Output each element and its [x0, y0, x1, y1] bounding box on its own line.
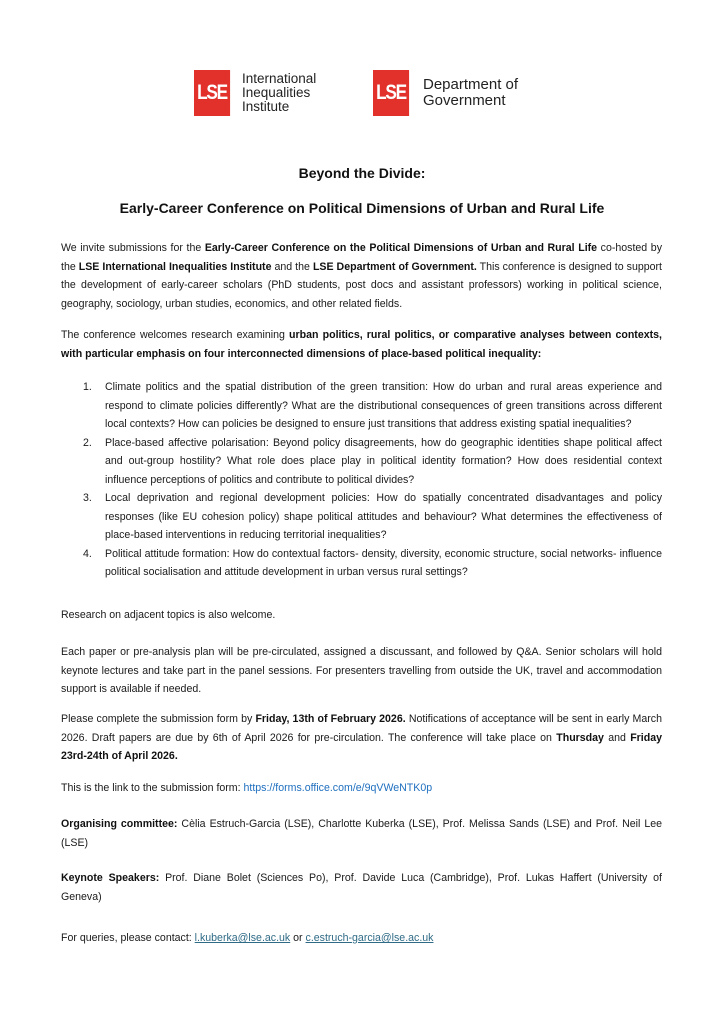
contact-paragraph: For queries, please contact: l.kuberka@lse.ac.uk or c.estruch-garcia@lse.ac.uk [61, 932, 434, 944]
lse-iii-logo-text: International Inequalities Institute [242, 71, 317, 114]
committee-paragraph: Organising committee: Cèlia Estruch-Garcia (LSE), Charlotte Kuberka (LSE), Prof. Melissa Sands (LSE) and Prof. Neil Lee (LSE) [61, 818, 663, 849]
list-item: 4. Political attitude formation: How do contextual factors- density, diversity, economic structure, social networks- influence political socialisation and attitude development in urban versus rural settings? [83, 547, 662, 578]
welcome-paragraph: The conference welcomes research examining urban politics, rural politics, or comparative analyses between contexts, with particular emphasis on four interconnected dimensions of place-based political inequality: [61, 329, 662, 360]
page-title: Beyond the Divide: [298, 165, 426, 181]
list-item: 2. Place-based affective polarisation: Beyond policy disagreements, how do geographic identities shape political affect and out-group hostility? What role does place play in political identity formation? How does residential context influence perceptions of politics and contribute to political divides? [83, 436, 662, 486]
submission-paragraph: This is the link to the submission form: https://forms.office.com/e/9qVWeNTK0p [61, 782, 433, 794]
header-logos [0, 69, 724, 117]
lse-logo-mark: LSE [373, 70, 409, 116]
page-subtitle: Early-Career Conference on Political Dimensions of Urban and Rural Life [119, 200, 605, 216]
format-paragraph: Each paper or pre-analysis plan will be pre-circulated, assigned a discussant, and followed by Q&A. Senior scholars will hold keynote lectures and take part in the panel sessions. For presenters travelling from outside the UK, travel and accommodation support is available if needed. [61, 646, 662, 695]
list-item: 1. Climate politics and the spatial distribution of the green transition: How do urban and rural areas experience and respond to climate policies differently? What are the distributional consequences of green transitions across different local contexts? How can policies be designed to ensure just transitions that address existing spatial inequalities? [83, 381, 662, 430]
lse-government-logo-text: Department of Government [423, 75, 519, 109]
intro-paragraph: We invite submissions for the Early-Career Conference on the Political Dimensions of Urban and Rural Life co-hosted by the LSE International Inequalities Institute and the LSE Department of Government. This conference is designed to support the development of early-career scholars (PhD students, post docs and assistant professors) working in political science, geography, sociology, urban studies, economics, and other related fields. [61, 242, 662, 310]
lse-government-logo [373, 69, 518, 117]
dimensions-list [61, 378, 662, 582]
submission-form-link[interactable]: https://forms.office.com/e/9qVWeNTK0p [243, 782, 433, 794]
list-item: 3. Local deprivation and regional development policies: How do spatially concentrated disadvantages and policy responses (like EU cohesion policy) shape political attitudes and behaviour? What determines the effectiveness of place-based interventions in reducing territorial inequalities? [83, 492, 662, 541]
dates-paragraph: Please complete the submission form by Friday, 13th of February 2026. Notifications of acceptance will be sent in early March 2026. Draft papers are due by 6th of April 2026 for pre-circulation. The conference will take place on Thursday and Friday 23rd-24th of April 2026. [61, 713, 662, 762]
email-link-estruch-garcia[interactable]: c.estruch-garcia@lse.ac.uk [305, 932, 434, 944]
lse-iii-logo [194, 69, 316, 117]
adjacent-topics-paragraph: Research on adjacent topics is also welcome. [61, 609, 276, 621]
email-link-kuberka[interactable]: l.kuberka@lse.ac.uk [194, 932, 291, 944]
keynotes-paragraph: Keynote Speakers: Prof. Diane Bolet (Sciences Po), Prof. Davide Luca (Cambridge), Prof. Lukas Haffert (University of Geneva) [61, 872, 663, 903]
lse-logo-mark: LSE [194, 70, 230, 116]
